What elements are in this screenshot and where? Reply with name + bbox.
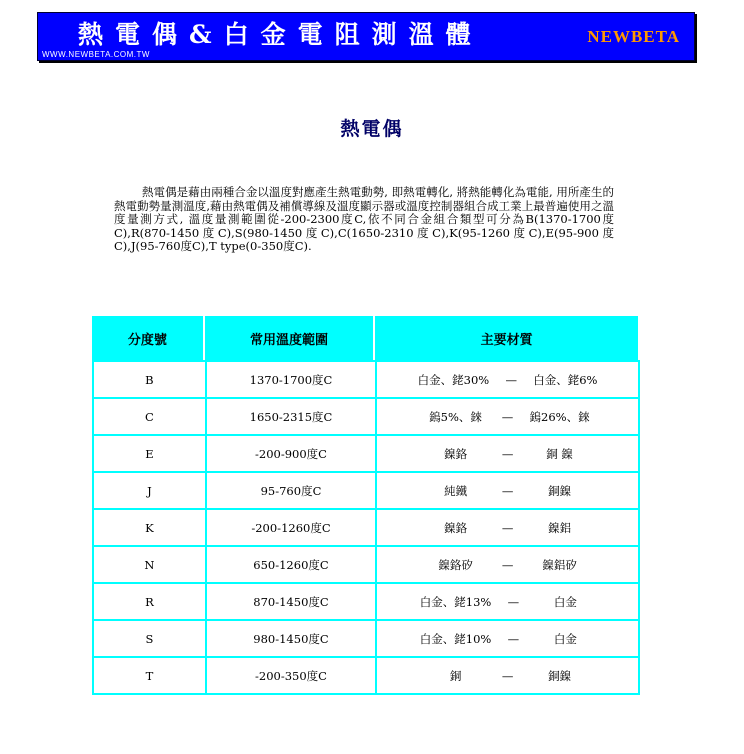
cell-material xyxy=(375,656,640,695)
cell-material xyxy=(375,508,640,545)
header-range: 常用溫度範圍 xyxy=(205,316,375,360)
table-row xyxy=(92,360,640,397)
table-row xyxy=(92,471,640,508)
cell-range: 980-1450度C xyxy=(205,619,375,656)
cell-code: E xyxy=(92,434,205,471)
material-separator: — xyxy=(507,594,520,609)
material-separator: — xyxy=(507,631,520,646)
material-separator: — xyxy=(505,372,517,387)
material-positive: 鎳鉻 xyxy=(444,520,468,535)
cell-material xyxy=(375,582,640,619)
cell-material xyxy=(375,545,640,582)
material-positive: 白金、銠30% xyxy=(417,372,490,387)
material-negative: 銅鎳 xyxy=(548,668,572,683)
cell-code: T xyxy=(92,656,205,695)
table-row xyxy=(92,508,640,545)
header-code: 分度號 xyxy=(92,316,205,360)
material-negative: 銅鎳 xyxy=(548,483,572,498)
material-separator: — xyxy=(501,409,514,424)
cell-range: 870-1450度C xyxy=(205,582,375,619)
material-positive: 銅 xyxy=(449,668,462,683)
material-negative: 白金 xyxy=(553,594,577,609)
cell-material xyxy=(375,471,640,508)
table-row xyxy=(92,434,640,471)
table-row xyxy=(92,545,640,582)
cell-material xyxy=(375,360,640,397)
header-banner xyxy=(37,12,695,61)
cell-material xyxy=(375,397,640,434)
cell-code: J xyxy=(92,471,205,508)
material-separator: — xyxy=(501,483,514,498)
cell-range: 95-760度C xyxy=(205,471,375,508)
cell-code: B xyxy=(92,360,205,397)
material-positive: 鎳鉻矽 xyxy=(438,557,473,572)
material-separator: — xyxy=(501,557,514,572)
cell-code: R xyxy=(92,582,205,619)
intro-paragraph: 熱電偶是藉由兩種合金以溫度對應產生熱電動勢, 即熱電轉化, 將熱能轉化為電能, 用所產生的熱電動勢量測溫度,藉由熱電偶及補償導線及溫度顯示器或溫度控制器組合成工業上最普遍使用之溫度量測方式, 溫度量測範圍從-200-2300度C,依不同合金組合類型可分為B(1370-1700度C),R(870-1450度C),S(980-1450度C),C(1650-2310度C),K(95-1260度C),E(95-900度C),J(95-760度C),T type(0-350度C). xyxy=(114,185,614,253)
material-negative: 鎳鋁矽 xyxy=(542,557,577,572)
material-negative: 白金、銠6% xyxy=(533,372,598,387)
table-row xyxy=(92,397,640,434)
material-negative: 鎢26%、錸 xyxy=(529,409,590,424)
table-header-row xyxy=(92,316,640,360)
table-row xyxy=(92,656,640,695)
cell-range: -200-1260度C xyxy=(205,508,375,545)
material-separator: — xyxy=(501,668,514,683)
material-positive: 白金、銠13% xyxy=(419,594,492,609)
cell-material xyxy=(375,619,640,656)
material-positive: 鎢5%、錸 xyxy=(429,409,482,424)
cell-range: 1370-1700度C xyxy=(205,360,375,397)
cell-code: N xyxy=(92,545,205,582)
material-negative: 銅 鎳 xyxy=(546,446,573,461)
cell-material xyxy=(375,434,640,471)
material-positive: 白金、銠10% xyxy=(419,631,492,646)
material-positive: 鎳鉻 xyxy=(444,446,468,461)
cell-range: -200-900度C xyxy=(205,434,375,471)
cell-code: K xyxy=(92,508,205,545)
banner-title: 熱電偶&白金電阻測溫體 xyxy=(78,20,483,49)
thermocouple-table xyxy=(92,316,640,695)
material-negative: 鎳鋁 xyxy=(548,520,572,535)
table-row xyxy=(92,582,640,619)
header-material: 主要材質 xyxy=(375,316,640,360)
table-row xyxy=(92,619,640,656)
cell-code: S xyxy=(92,619,205,656)
material-separator: — xyxy=(501,446,514,461)
material-separator: — xyxy=(501,520,514,535)
site-url-link[interactable]: WWW.NEWBETA.COM.TW xyxy=(42,50,150,59)
cell-range: 1650-2315度C xyxy=(205,397,375,434)
section-heading: 熱電偶 xyxy=(340,118,404,140)
cell-code: C xyxy=(92,397,205,434)
brand-logo: NEWBETA xyxy=(587,27,680,46)
cell-range: 650-1260度C xyxy=(205,545,375,582)
material-positive: 純鐵 xyxy=(444,483,468,498)
material-negative: 白金 xyxy=(553,631,577,646)
cell-range: -200-350度C xyxy=(205,656,375,695)
